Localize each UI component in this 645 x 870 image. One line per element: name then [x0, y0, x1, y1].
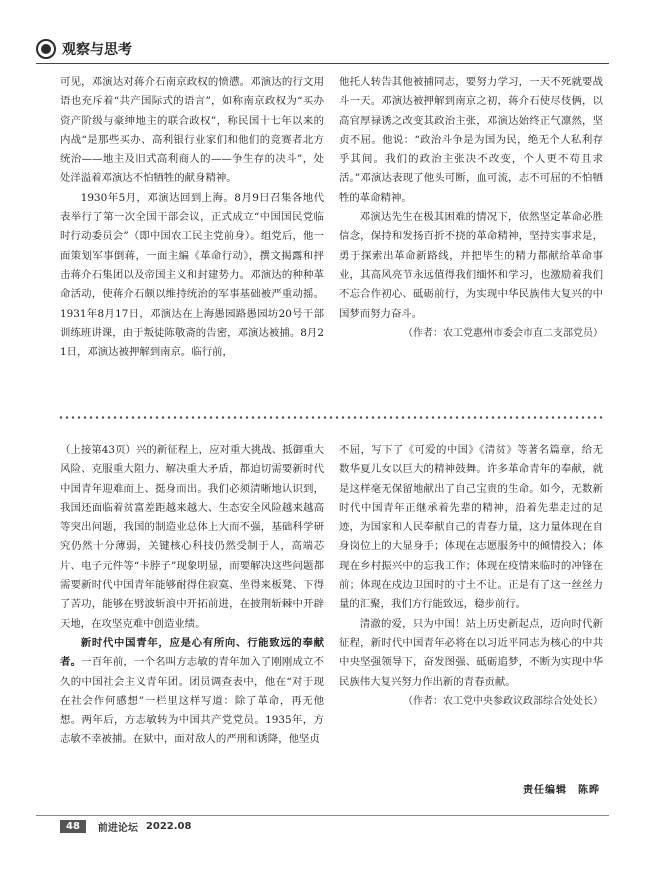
paragraph: 可见，邓演达对蒋介石南京政权的愤懑。邓演达的行文用语也充斥着“共产国际式的语言”，如称南京政权为“买办资产阶级与豪绅地主的联合政权”，称民国十七年以来的内战“是那些买办、高利银行业家们和他们的竞赛者北方统治——地主及旧式高利商人的——争生存的决斗”，处处洋溢着邓演达不怕牺牲的献身精神。 [60, 76, 324, 185]
article-bottom-left-column [60, 441, 324, 750]
article-top-right-column [339, 73, 603, 343]
author-note: （作者：农工党中央参政议政部综合处处长） [403, 695, 603, 707]
header-rule [36, 63, 609, 64]
responsible-editor: 责任编辑 陈晔 [523, 785, 600, 796]
page-footer [60, 818, 191, 834]
page-number: 48 [60, 820, 86, 833]
article-bottom-right-column [339, 441, 603, 711]
paragraph-text: 一百年前，一个名叫方志敏的青年加入了刚刚成立不久的中国社会主义青年团。团员调查表中，他在“对于现在社会作何感想”一栏里这样写道：除了革命，再无他想。两年后，方志敏转为中国共产党党员。1935年，方志敏不幸被捕。在狱中，面对敌人的严刑和诱降，他坚贞 [60, 656, 325, 746]
article-top-left-column [60, 73, 324, 362]
paragraph: 他托人转告其他被捕同志，要努力学习，一天不死就要战斗一天。邓演达被押解到南京之初，蒋介石使尽伎俩，以高官厚禄诱之改变其政治主张，邓演达始终正气凛然，坚贞不屈。他说：“政治斗争是为国为民，绝无个人私利存乎其间。我们的政治主张决不改变，个人更不苟且求活。”邓演达表现了他头可断，血可流，志不可屈的不怕牺牲的革命精神。 [339, 76, 603, 204]
paragraph: 清澈的爱，只为中国！站上历史新起点，迈向时代新征程，新时代中国青年必将在以习近平同志为核心的中共中央坚强领导下，奋发图强、砥砺追梦，不断为实现中华民族伟大复兴努力作出新的青春贡献。 [339, 617, 603, 688]
section-title: 观察与思考 [62, 42, 132, 58]
article-divider [58, 415, 604, 420]
journal-name: 前进论坛 [97, 822, 138, 834]
paragraph [60, 634, 324, 750]
paragraph: 邓演达先生在极其困难的情况下，依然坚定革命必胜信念，保持和发扬百折不挠的革命精神，坚持实事求是，勇于探索出革命新路线，并把毕生的精力都献给革命事业，其高风亮节永远值得我们缅怀和学习，也激励着我们不忘合作初心、砥砺前行，为实现中华民族伟大复兴的中国梦而努力奋斗。 [339, 211, 603, 320]
author-note: （作者：农工党惠州市委会市直二支部党员） [403, 327, 603, 339]
bold-lead: 新时代中国青年，应是心有所向、行能致远的奉献者。 [60, 636, 324, 669]
paragraph: （上接第43页）兴的新征程上，应对重大挑战、抵御重大风险、克服重大阻力、解决重大矛盾，都迫切需要新时代中国青年迎难而上、挺身而出。我们必须清晰地认识到，我国还面临着贫富差距越来越大、生态安全风险越来越高等突出问题，我国的制造业总体上大而不强，基础科学研究仍然十分薄弱，关键核心科技仍然受制于人，高端芯片、电子元件等“卡脖子”现象明显，而要解决这些问题都需要新时代中国青年能够耐得住寂寞、坐得来板凳、下得了苦功，能够在劈波斩浪中开拓前进，在披荆斩棘中开辟天地，在攻坚克难中创造业绩。 [60, 444, 324, 630]
footer-rule [36, 815, 609, 816]
paragraph: 1930年5月，邓演达回到上海。8月9日召集各地代表举行了第一次全国干部会议，正式成立“中国国民党临时行动委员会”（即中国农工民主党前身）。组党后，他一面策划军事倒蒋，一面主编《革命行动》，撰文揭露和抨击蒋介石集团以及帝国主义和封建势力。邓演达的种种革命活动，使蒋介石颇以维持统治的军事基础被严重动摇。1931年8月17日，邓演达在上海愚园路愚园坊20号干部训练班讲课，由于叛徒陈敬斋的告密，邓演达被捕。8月21日，邓演达被押解到南京。临行前， [60, 191, 324, 359]
issue-number: 2022.08 [145, 820, 192, 832]
paragraph: 不屈，写下了《可爱的中国》《清贫》等著名篇章，给无数华夏儿女以巨大的精神鼓舞。许多革命青年的奉献，就是这样毫无保留地献出了自己宝贵的生命。如今，无数新时代中国青年正继承着先辈的精神，沿着先辈走过的足迹，为国家和人民奉献自己的青春力量，这力量体现在自身岗位上的大显身手；体现在志愿服务中的倾情投入；体现在乡村振兴中的忘我工作；体现在疫情来临时的冲锋在前；体现在戍边卫国时的寸土不让。正是有了这一丝丝力量的汇聚，我们方行能致远，稳步前行。 [339, 444, 603, 611]
page-header [36, 38, 132, 60]
journal-logo-icon [36, 39, 56, 59]
